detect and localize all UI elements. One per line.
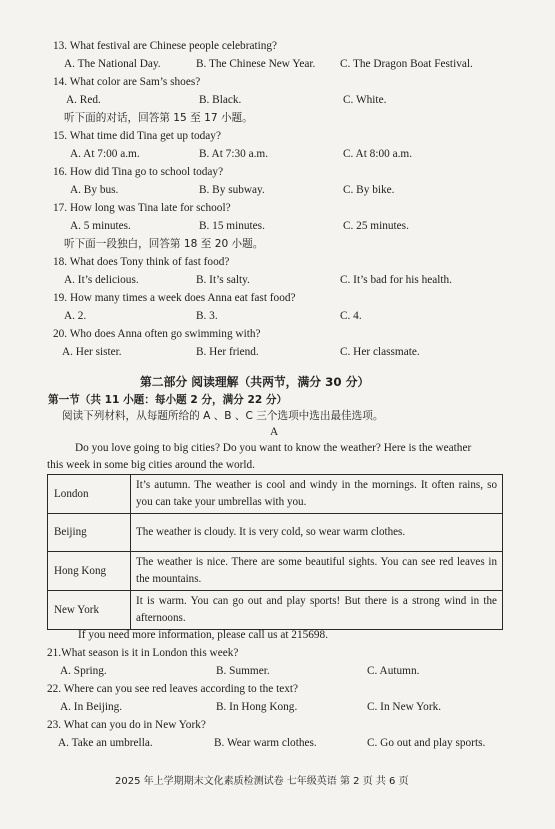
passage-intro-line-2: this week in some big cities around the world. <box>47 459 256 471</box>
option-c: C. Go out and play sports. <box>367 737 486 749</box>
option-b: B. Wear warm clothes. <box>214 737 317 749</box>
option-a: A. Take an umbrella. <box>58 737 153 749</box>
option-c: C. It’s bad for his health. <box>340 274 453 286</box>
option-c: C. In New York. <box>367 701 442 713</box>
option-c: C. 4. <box>340 310 362 322</box>
weather-description: The weather is cloudy. It is very cold, so wear warm clothes. <box>131 514 503 552</box>
option-c: C. Her classmate. <box>340 346 420 358</box>
option-b: B. In Hong Kong. <box>216 701 298 713</box>
option-c: C. At 8:00 a.m. <box>343 148 413 160</box>
option-c: C. White. <box>343 94 387 106</box>
instruction-18-20: 听下面一段独白，回答第 18 至 20 小题。 <box>64 238 264 250</box>
question-15: 15. What time did Tina get up today? <box>53 130 221 142</box>
passage-letter: A <box>270 426 279 438</box>
question-13: 13. What festival are Chinese people celebrating? <box>53 40 278 52</box>
part-2-title: 第二部分 阅读理解（共两节，满分 30 分） <box>140 375 370 389</box>
question-21: 21.What season is it in London this week? <box>47 647 239 659</box>
reading-instruction: 阅读下列材料，从每题所给的 A 、B 、C 三个选项中选出最佳选项。 <box>62 410 384 422</box>
option-b: B. 3. <box>196 310 218 322</box>
option-b: B. 15 minutes. <box>199 220 265 232</box>
option-a: A. Red. <box>66 94 101 106</box>
option-a: A. 5 minutes. <box>70 220 131 232</box>
question-22: 22. Where can you see red leaves according to the text? <box>47 683 299 695</box>
table-row <box>48 552 503 591</box>
option-a: A. At 7:00 a.m. <box>70 148 140 160</box>
city-cell: Beijing <box>48 514 131 552</box>
question-14: 14. What color are Sam’s shoes? <box>53 76 201 88</box>
option-c: C. 25 minutes. <box>343 220 409 232</box>
instruction-15-17: 听下面的对话，回答第 15 至 17 小题。 <box>64 112 253 124</box>
weather-description: It’s autumn. The weather is cool and windy in the mornings. It often rains, so you can take your umbrellas with you. <box>131 475 503 514</box>
table-row <box>48 475 503 514</box>
more-info-line: If you need more information, please call us at 215698. <box>78 629 329 641</box>
option-a: A. Spring. <box>60 665 107 677</box>
page-footer: 2025 年上学期期末文化素质检测试卷 七年级英语 第 2 页 共 6 页 <box>115 776 409 787</box>
question-18: 18. What does Tony think of fast food? <box>53 256 230 268</box>
option-a: A. 2. <box>64 310 87 322</box>
city-cell: New York <box>48 591 131 630</box>
option-a: A. By bus. <box>70 184 119 196</box>
option-b: B. Summer. <box>216 665 270 677</box>
option-b: B. It’s salty. <box>196 274 250 286</box>
city-cell: London <box>48 475 131 514</box>
question-17: 17. How long was Tina late for school? <box>53 202 231 214</box>
option-c: C. By bike. <box>343 184 395 196</box>
option-c: C. Autumn. <box>367 665 420 677</box>
option-a: A. The National Day. <box>64 58 161 70</box>
question-23: 23. What can you do in New York? <box>47 719 206 731</box>
option-b: B. The Chinese New Year. <box>196 58 316 70</box>
passage-intro-line-1: Do you love going to big cities? Do you want to know the weather? Here is the weather <box>75 442 472 454</box>
option-a: A. In Beijing. <box>60 701 123 713</box>
option-a: A. Her sister. <box>62 346 122 358</box>
option-b: B. By subway. <box>199 184 265 196</box>
option-b: B. Her friend. <box>196 346 259 358</box>
option-b: B. At 7:30 a.m. <box>199 148 269 160</box>
option-b: B. Black. <box>199 94 242 106</box>
option-c: C. The Dragon Boat Festival. <box>340 58 473 70</box>
section-1-heading: 第一节（共 11 小题：每小题 2 分，满分 22 分） <box>48 394 288 406</box>
weather-description: It is warm. You can go out and play sports! But there is a strong wind in the afternoons. <box>131 591 503 630</box>
question-20: 20. Who does Anna often go swimming with? <box>53 328 261 340</box>
question-16: 16. How did Tina go to school today? <box>53 166 224 178</box>
weather-table <box>47 474 503 630</box>
weather-description: The weather is nice. There are some beautiful sights. You can see red leaves in the mountains. <box>131 552 503 591</box>
city-cell: Hong Kong <box>48 552 131 591</box>
option-a: A. It’s delicious. <box>64 274 139 286</box>
question-19: 19. How many times a week does Anna eat fast food? <box>53 292 296 304</box>
table-row <box>48 514 503 552</box>
table-row <box>48 591 503 630</box>
